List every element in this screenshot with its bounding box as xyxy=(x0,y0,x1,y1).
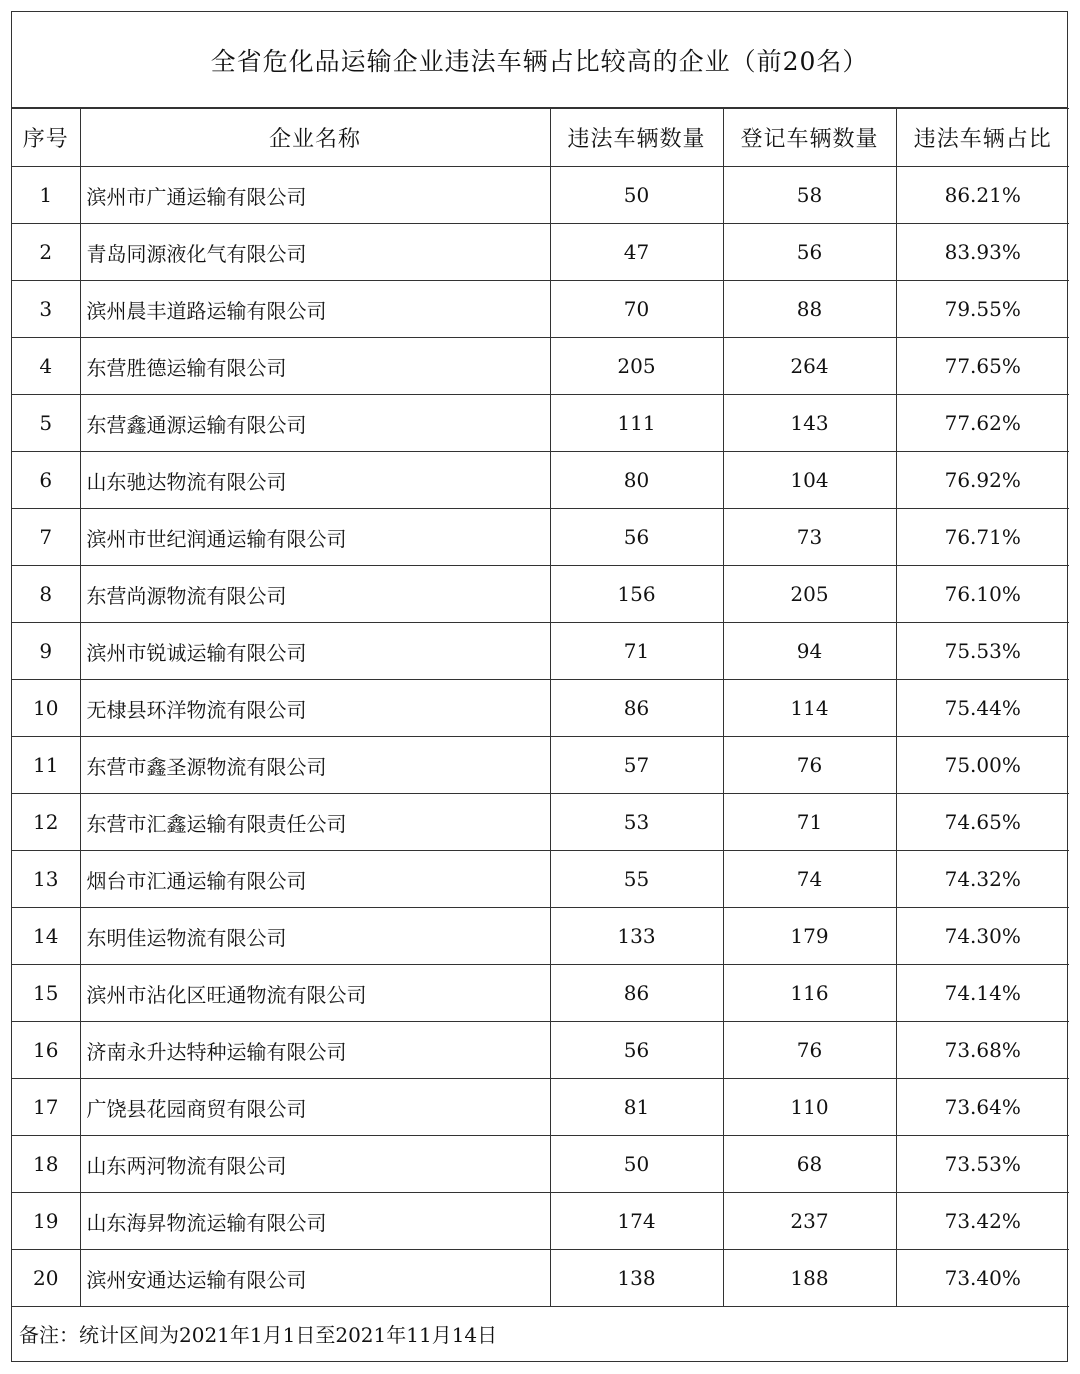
cell-violation-count: 53 xyxy=(550,794,723,851)
cell-violation-count: 81 xyxy=(550,1079,723,1136)
table-row xyxy=(12,965,1069,1022)
cell-index: 18 xyxy=(12,1136,80,1193)
cell-index: 12 xyxy=(12,794,80,851)
table-title: 全省危化品运输企业违法车辆占比较高的企业（前20名） xyxy=(12,12,1067,108)
cell-registered-count: 104 xyxy=(723,452,896,509)
cell-violation-count: 133 xyxy=(550,908,723,965)
footnote: 备注：统计区间为2021年1月1日至2021年11月14日 xyxy=(19,1323,498,1347)
cell-registered-count: 94 xyxy=(723,623,896,680)
cell-violation-count: 70 xyxy=(550,281,723,338)
cell-ratio: 74.30% xyxy=(896,908,1069,965)
cell-enterprise-name: 滨州市沾化区旺通物流有限公司 xyxy=(80,965,550,1022)
cell-index: 1 xyxy=(12,167,80,224)
cell-registered-count: 116 xyxy=(723,965,896,1022)
cell-enterprise-name: 青岛同源液化气有限公司 xyxy=(80,224,550,281)
cell-registered-count: 205 xyxy=(723,566,896,623)
cell-ratio: 73.42% xyxy=(896,1193,1069,1250)
cell-violation-count: 86 xyxy=(550,680,723,737)
cell-index: 13 xyxy=(12,851,80,908)
cell-enterprise-name: 东营尚源物流有限公司 xyxy=(80,566,550,623)
table-body xyxy=(12,167,1069,1307)
cell-index: 15 xyxy=(12,965,80,1022)
cell-ratio: 73.68% xyxy=(896,1022,1069,1079)
table-row xyxy=(12,395,1069,452)
cell-registered-count: 88 xyxy=(723,281,896,338)
cell-registered-count: 143 xyxy=(723,395,896,452)
table-row xyxy=(12,737,1069,794)
table-row xyxy=(12,1250,1069,1307)
table-row xyxy=(12,1022,1069,1079)
cell-violation-count: 56 xyxy=(550,1022,723,1079)
header-violation-count: 违法车辆数量 xyxy=(550,109,723,167)
cell-ratio: 77.65% xyxy=(896,338,1069,395)
cell-index: 19 xyxy=(12,1193,80,1250)
cell-violation-count: 156 xyxy=(550,566,723,623)
cell-ratio: 83.93% xyxy=(896,224,1069,281)
cell-index: 9 xyxy=(12,623,80,680)
cell-ratio: 74.14% xyxy=(896,965,1069,1022)
cell-registered-count: 56 xyxy=(723,224,896,281)
cell-index: 6 xyxy=(12,452,80,509)
table-row xyxy=(12,1079,1069,1136)
cell-registered-count: 58 xyxy=(723,167,896,224)
table-row xyxy=(12,1136,1069,1193)
cell-violation-count: 111 xyxy=(550,395,723,452)
table-row xyxy=(12,338,1069,395)
cell-index: 16 xyxy=(12,1022,80,1079)
cell-ratio: 73.40% xyxy=(896,1250,1069,1307)
table-row xyxy=(12,167,1069,224)
table-row xyxy=(12,452,1069,509)
cell-violation-count: 56 xyxy=(550,509,723,566)
cell-ratio: 75.00% xyxy=(896,737,1069,794)
cell-violation-count: 174 xyxy=(550,1193,723,1250)
cell-enterprise-name: 济南永升达特种运输有限公司 xyxy=(80,1022,550,1079)
cell-ratio: 76.10% xyxy=(896,566,1069,623)
table-row xyxy=(12,794,1069,851)
cell-registered-count: 76 xyxy=(723,737,896,794)
cell-index: 7 xyxy=(12,509,80,566)
cell-violation-count: 57 xyxy=(550,737,723,794)
table-row xyxy=(12,680,1069,737)
cell-enterprise-name: 东营鑫通源运输有限公司 xyxy=(80,395,550,452)
cell-enterprise-name: 山东驰达物流有限公司 xyxy=(80,452,550,509)
cell-enterprise-name: 山东海昇物流运输有限公司 xyxy=(80,1193,550,1250)
cell-enterprise-name: 山东两河物流有限公司 xyxy=(80,1136,550,1193)
cell-index: 2 xyxy=(12,224,80,281)
header-ratio: 违法车辆占比 xyxy=(896,109,1069,167)
cell-violation-count: 50 xyxy=(550,167,723,224)
cell-registered-count: 68 xyxy=(723,1136,896,1193)
cell-registered-count: 188 xyxy=(723,1250,896,1307)
cell-enterprise-name: 广饶县花园商贸有限公司 xyxy=(80,1079,550,1136)
table-row xyxy=(12,623,1069,680)
cell-violation-count: 86 xyxy=(550,965,723,1022)
header-index: 序号 xyxy=(12,109,80,167)
cell-enterprise-name: 滨州市世纪润通运输有限公司 xyxy=(80,509,550,566)
cell-ratio: 75.53% xyxy=(896,623,1069,680)
cell-registered-count: 179 xyxy=(723,908,896,965)
cell-registered-count: 74 xyxy=(723,851,896,908)
cell-ratio: 77.62% xyxy=(896,395,1069,452)
cell-index: 14 xyxy=(12,908,80,965)
cell-ratio: 73.53% xyxy=(896,1136,1069,1193)
cell-registered-count: 110 xyxy=(723,1079,896,1136)
cell-violation-count: 71 xyxy=(550,623,723,680)
cell-enterprise-name: 烟台市汇通运输有限公司 xyxy=(80,851,550,908)
cell-registered-count: 76 xyxy=(723,1022,896,1079)
table-row xyxy=(12,566,1069,623)
cell-violation-count: 138 xyxy=(550,1250,723,1307)
cell-ratio: 74.32% xyxy=(896,851,1069,908)
cell-enterprise-name: 东营胜德运输有限公司 xyxy=(80,338,550,395)
cell-enterprise-name: 滨州晨丰道路运输有限公司 xyxy=(80,281,550,338)
table-header-row xyxy=(12,109,1069,167)
table-row xyxy=(12,224,1069,281)
cell-ratio: 75.44% xyxy=(896,680,1069,737)
cell-index: 11 xyxy=(12,737,80,794)
cell-ratio: 76.71% xyxy=(896,509,1069,566)
cell-violation-count: 205 xyxy=(550,338,723,395)
table-row xyxy=(12,908,1069,965)
table-row xyxy=(12,281,1069,338)
cell-index: 10 xyxy=(12,680,80,737)
cell-registered-count: 264 xyxy=(723,338,896,395)
table-row xyxy=(12,851,1069,908)
cell-enterprise-name: 滨州市广通运输有限公司 xyxy=(80,167,550,224)
cell-ratio: 79.55% xyxy=(896,281,1069,338)
header-registered-count: 登记车辆数量 xyxy=(723,109,896,167)
cell-index: 5 xyxy=(12,395,80,452)
cell-registered-count: 73 xyxy=(723,509,896,566)
cell-violation-count: 50 xyxy=(550,1136,723,1193)
cell-index: 3 xyxy=(12,281,80,338)
document-table-frame xyxy=(11,11,1068,1362)
cell-enterprise-name: 东营市鑫圣源物流有限公司 xyxy=(80,737,550,794)
cell-violation-count: 55 xyxy=(550,851,723,908)
table-row xyxy=(12,1193,1069,1250)
cell-ratio: 74.65% xyxy=(896,794,1069,851)
cell-index: 8 xyxy=(12,566,80,623)
cell-violation-count: 80 xyxy=(550,452,723,509)
cell-index: 20 xyxy=(12,1250,80,1307)
cell-enterprise-name: 滨州安通达运输有限公司 xyxy=(80,1250,550,1307)
cell-violation-count: 47 xyxy=(550,224,723,281)
cell-index: 4 xyxy=(12,338,80,395)
table-row xyxy=(12,509,1069,566)
cell-registered-count: 237 xyxy=(723,1193,896,1250)
cell-registered-count: 114 xyxy=(723,680,896,737)
cell-enterprise-name: 无棣县环洋物流有限公司 xyxy=(80,680,550,737)
cell-ratio: 73.64% xyxy=(896,1079,1069,1136)
cell-enterprise-name: 东明佳运物流有限公司 xyxy=(80,908,550,965)
header-name: 企业名称 xyxy=(80,109,550,167)
cell-index: 17 xyxy=(12,1079,80,1136)
cell-registered-count: 71 xyxy=(723,794,896,851)
enterprise-ranking-table xyxy=(12,108,1069,1307)
cell-ratio: 76.92% xyxy=(896,452,1069,509)
cell-enterprise-name: 东营市汇鑫运输有限责任公司 xyxy=(80,794,550,851)
cell-enterprise-name: 滨州市锐诚运输有限公司 xyxy=(80,623,550,680)
cell-ratio: 86.21% xyxy=(896,167,1069,224)
